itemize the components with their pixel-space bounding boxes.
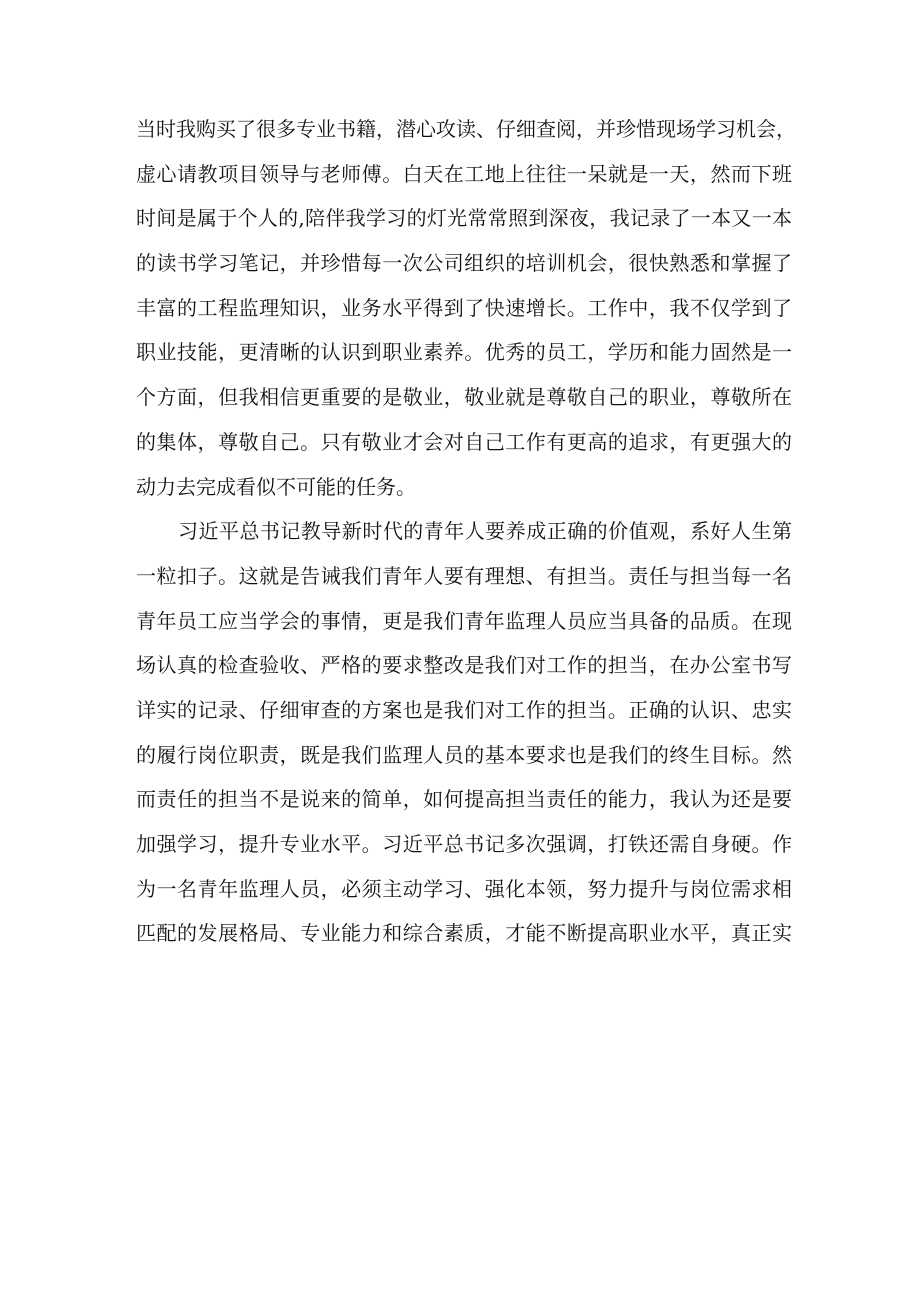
paragraph-1 — [136, 107, 796, 509]
text-line: 而责任的担当不是说来的简单，如何提高担当责任的能力，我认为还是要 — [136, 787, 792, 812]
text-line: 的读书学习笔记，并珍惜每一次公司组织的培训机会，很快熟悉和掌握了 — [136, 251, 792, 276]
paragraph-2 — [136, 509, 792, 956]
text-line: 的集体，尊敬自己。只有敬业才会对自己工作有更高的追求，有更强大的 — [136, 429, 792, 454]
text-line: 职业技能，更清晰的认识到职业素养。优秀的员工，学历和能力固然是一 — [136, 340, 792, 365]
text-line: 详实的记录、仔细审查的方案也是我们对工作的担当。正确的认识、忠实 — [136, 697, 792, 722]
text-line: 丰富的工程监理知识，业务水平得到了快速增长。工作中，我不仅学到了 — [136, 295, 792, 320]
text-line: 当时我购买了很多专业书籍，潜心攻读、仔细查阅，并珍惜现场学习机会， — [136, 117, 796, 141]
text-line: 为一名青年监理人员，必须主动学习、强化本领，努力提升与岗位需求相 — [136, 876, 792, 901]
text-line: 匹配的发展格局、专业能力和综合素质，才能不断提高职业水平，真正实 — [136, 921, 792, 946]
text-line: 时间是属于个人的,陪伴我学习的灯光常常照到深夜，我记录了一本又一本 — [136, 206, 792, 231]
text-line: 一粒扣子。这就是告诫我们青年人要有理想、有担当。责任与担当每一名 — [136, 563, 792, 588]
text-line: 个方面，但我相信更重要的是敬业，敬业就是尊敬自己的职业，尊敬所在 — [136, 385, 792, 410]
text-line: 习近平总书记教导新时代的青年人要养成正确的价值观，系好人生第 — [178, 519, 792, 544]
text-line: 场认真的检查验收、严格的要求整改是我们对工作的担当，在办公室书写 — [136, 653, 792, 678]
text-line: 虚心请教项目领导与老师傅。白天在工地上往往一呆就是一天，然而下班 — [136, 161, 792, 186]
text-line: 加强学习，提升专业水平。习近平总书记多次强调，打铁还需自身硬。作 — [136, 832, 792, 856]
text-line: 青年员工应当学会的事情，更是我们青年监理人员应当具备的品质。在现 — [136, 608, 792, 633]
text-line: 动力去完成看似不可能的任务。 — [136, 474, 416, 499]
document-body — [136, 107, 796, 956]
text-line: 的履行岗位职责，既是我们监理人员的基本要求也是我们的终生目标。然 — [136, 742, 792, 767]
